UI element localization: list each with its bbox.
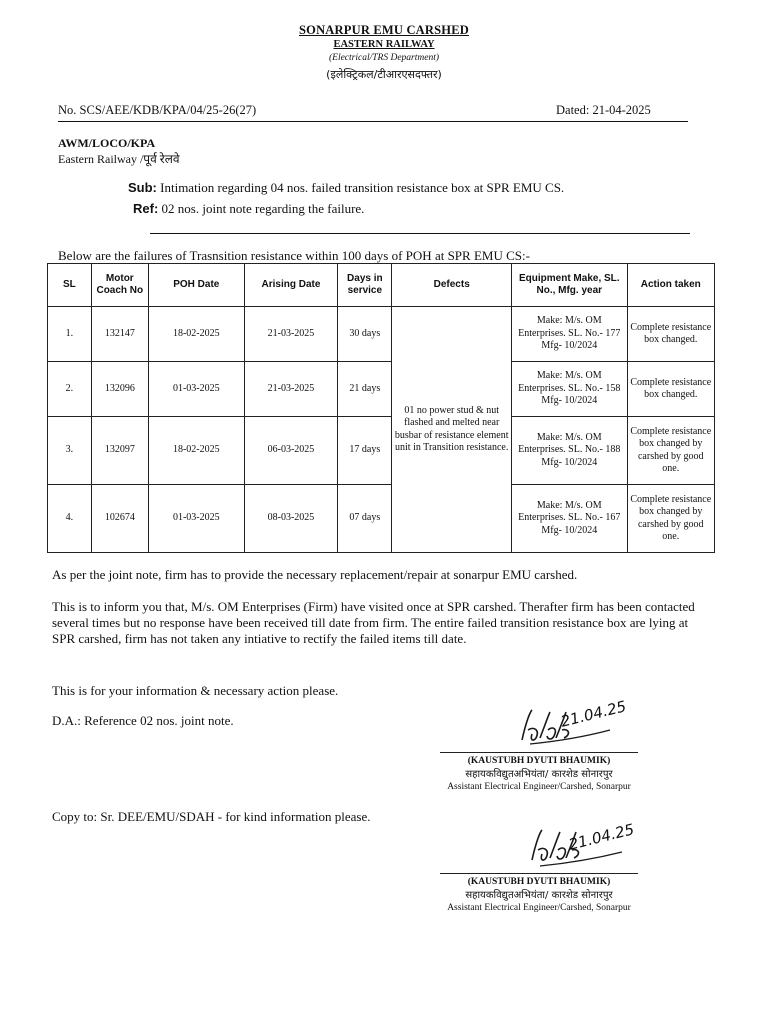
cell-equipment: Make: M/s. OM Enterprises. SL. No.- 188 Mfg- 10/2024: [512, 417, 628, 485]
cell-poh: 18-02-2025: [148, 307, 244, 362]
table-intro: Below are the failures of Trasnsition resistance within 100 days of POH at SPR EMU CS:-: [58, 248, 530, 263]
signature-date-1: 21.04.25: [558, 697, 628, 731]
letter-ref-no: No. SCS/AEE/KDB/KPA/04/25-26(27): [58, 103, 257, 117]
reference-text: 02 nos. joint note regarding the failure.: [161, 201, 365, 216]
signatory-designation-1: Assistant Electrical Engineer/Carshed, Sonarpur: [447, 782, 631, 792]
table-row: [48, 417, 715, 485]
col-header-poh-date: POH Date: [148, 264, 244, 307]
failure-table: [47, 263, 715, 553]
col-header-sl: SL: [48, 264, 92, 307]
cell-days: 07 days: [338, 485, 392, 553]
cell-sl: 4.: [48, 485, 92, 553]
table-row: [48, 362, 715, 417]
signatory-designation-hindi-2: सहायकविद्युतअभियंता/ कारशेड सोनारपुर: [465, 890, 613, 901]
subject-text: Intimation regarding 04 nos. failed transition resistance box at SPR EMU CS.: [160, 180, 565, 195]
signatory-name-2: (KAUSTUBH DYUTI BHAUMIK): [467, 877, 611, 887]
cell-coach: 132147: [91, 307, 148, 362]
subject-label: Sub:: [128, 180, 157, 195]
signatory-designation-hindi-1: सहायकविद्युतअभियंता/ कारशेड सोनारपुर: [465, 769, 613, 780]
cell-equipment: Make: M/s. OM Enterprises. SL. No.- 167 Mfg- 10/2024: [512, 485, 628, 553]
paragraph-da: D.A.: Reference 02 nos. joint note.: [52, 713, 234, 728]
cell-arising: 21-03-2025: [244, 362, 338, 417]
cell-days: 21 days: [338, 362, 392, 417]
cell-action: Complete resistance box changed by carshed by good one.: [627, 417, 714, 485]
addressee-line2: Eastern Railway /पूर्व रेलवे: [58, 152, 180, 166]
col-header-arising-date: Arising Date: [244, 264, 338, 307]
cell-sl: 3.: [48, 417, 92, 485]
cell-poh: 18-02-2025: [148, 417, 244, 485]
cell-arising: 06-03-2025: [244, 417, 338, 485]
department: (Electrical/TRS Department): [328, 53, 439, 63]
table-row: [48, 307, 715, 362]
table-row: [48, 485, 715, 553]
office-title: SONARPUR EMU CARSHED: [299, 23, 469, 37]
signature-block-2: [420, 873, 658, 915]
cell-coach: 102674: [91, 485, 148, 553]
cell-sl: 1.: [48, 307, 92, 362]
letter-date: Dated: 21-04-2025: [556, 103, 651, 117]
col-header-equipment: Equipment Make, SL. No., Mfg. year: [512, 264, 628, 307]
cell-defects: 01 no power stud & nut flashed and melted near busbar of resistance element unit in Transition resistance.: [392, 307, 512, 553]
paragraph-firm-status: This is to inform you that, M/s. OM Enterprises (Firm) have visited once at SPR carshed. Therafter firm has been contacted several times but no response have been received till date from firm. The entire failed transition resistance box are lying at SPR carshed, firm has not taken any intiative to rectify the failed items till date.: [52, 599, 695, 646]
signature-block-1: [420, 752, 658, 794]
department-hindi: (इलेक्ट्रिकल/टीआरएसदफ्तर): [326, 68, 442, 81]
table-header-row: [48, 264, 715, 307]
cell-coach: 132096: [91, 362, 148, 417]
paragraph-joint-note: As per the joint note, firm has to provide the necessary replacement/repair at sonarpur EMU carshed.: [52, 567, 578, 582]
col-header-days: Days in service: [338, 264, 392, 307]
cell-equipment: Make: M/s. OM Enterprises. SL. No.- 158 Mfg- 10/2024: [512, 362, 628, 417]
signatory-designation-2: Assistant Electrical Engineer/Carshed, Sonarpur: [447, 903, 631, 913]
signature-line-2: [440, 873, 638, 874]
cell-action: Complete resistance box changed.: [627, 307, 714, 362]
subject-rule: [150, 233, 690, 234]
cell-equipment: Make: M/s. OM Enterprises. SL. No.- 177 Mfg- 10/2024: [512, 307, 628, 362]
cell-sl: 2.: [48, 362, 92, 417]
col-header-action: Action taken: [627, 264, 714, 307]
col-header-coach: Motor Coach No: [91, 264, 148, 307]
cell-days: 30 days: [338, 307, 392, 362]
header-rule: [58, 121, 688, 122]
cell-arising: 21-03-2025: [244, 307, 338, 362]
signature-line-1: [440, 752, 638, 753]
reference-label: Ref:: [133, 201, 159, 216]
signatory-name-1: (KAUSTUBH DYUTI BHAUMIK): [467, 756, 611, 766]
reference-line: [133, 201, 364, 217]
addressee-line1: AWM/LOCO/KPA: [58, 136, 156, 150]
cell-days: 17 days: [338, 417, 392, 485]
paragraph-action: This is for your information & necessary action please.: [52, 683, 339, 698]
cell-poh: 01-03-2025: [148, 362, 244, 417]
subject-line: [128, 180, 564, 196]
railway-title: EASTERN RAILWAY: [333, 39, 435, 50]
signature-date-2: 21.04.25: [566, 820, 636, 854]
col-header-defects: Defects: [392, 264, 512, 307]
cell-action: Complete resistance box changed by carshed by good one.: [627, 485, 714, 553]
copy-to-line: Copy to: Sr. DEE/EMU/SDAH - for kind information please.: [52, 809, 371, 824]
cell-action: Complete resistance box changed.: [627, 362, 714, 417]
cell-coach: 132097: [91, 417, 148, 485]
cell-arising: 08-03-2025: [244, 485, 338, 553]
cell-poh: 01-03-2025: [148, 485, 244, 553]
